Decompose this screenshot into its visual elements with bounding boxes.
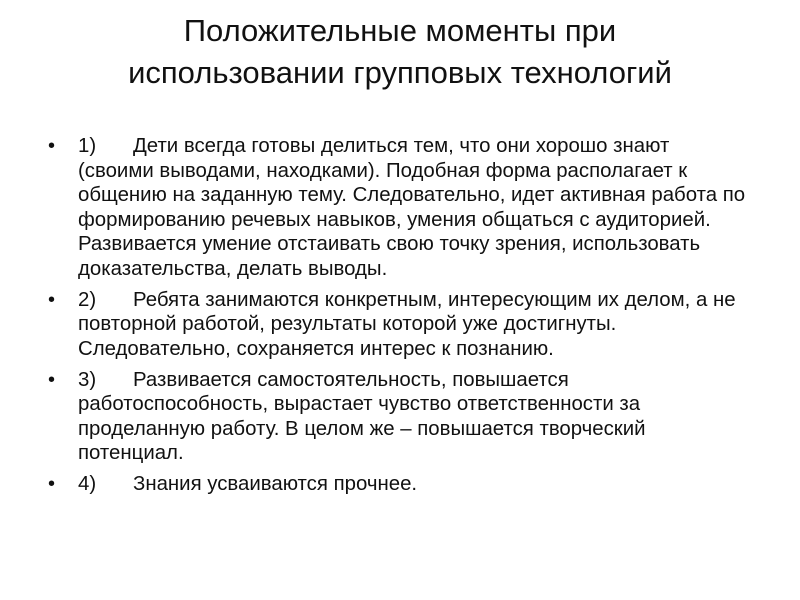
bullet-icon: • [48,288,56,311]
list-item [46,288,746,362]
list-item [46,368,746,466]
list-item [46,134,746,281]
item-number: 4) [78,473,97,495]
item-text: Дети всегда готовы делиться тем, что они хорошо знают (своими выводами, находками). Подобная форма располагает к общению на заданную тему. Следовательно, идет активная работа по формированию речевых навыков, умения общаться с аудиторией. Развивается умение отстаивать свою точку зрения, использовать доказательства, делать выводы. [78,135,746,280]
bullet-icon: • [48,135,56,157]
bullet-icon: • [48,368,56,391]
item-number: 3) [78,368,97,391]
item-text: Ребята занимаются конкретным, интересующим их делом, а не повторной работой, результаты которой уже достигнуты. Следовательно, сохраняется интерес к познанию. [78,288,736,360]
item-text: Знания усваиваются прочнее. [133,473,418,495]
item-number: 2) [78,288,97,311]
item-text: Развивается самостоятельность, повышается работоспособность, вырастает чувство ответственности за проделанную работу. В целом же – повышается творческий потенциал. [78,368,646,464]
bullet-list [46,134,746,503]
slide-title-line-2: использовании групповых технологий [128,55,672,90]
slide-title [40,10,760,94]
item-number: 1) [78,135,97,157]
list-item [46,472,746,497]
bullet-icon: • [48,473,56,495]
slide-title-line-1: Положительные моменты при [183,13,617,48]
